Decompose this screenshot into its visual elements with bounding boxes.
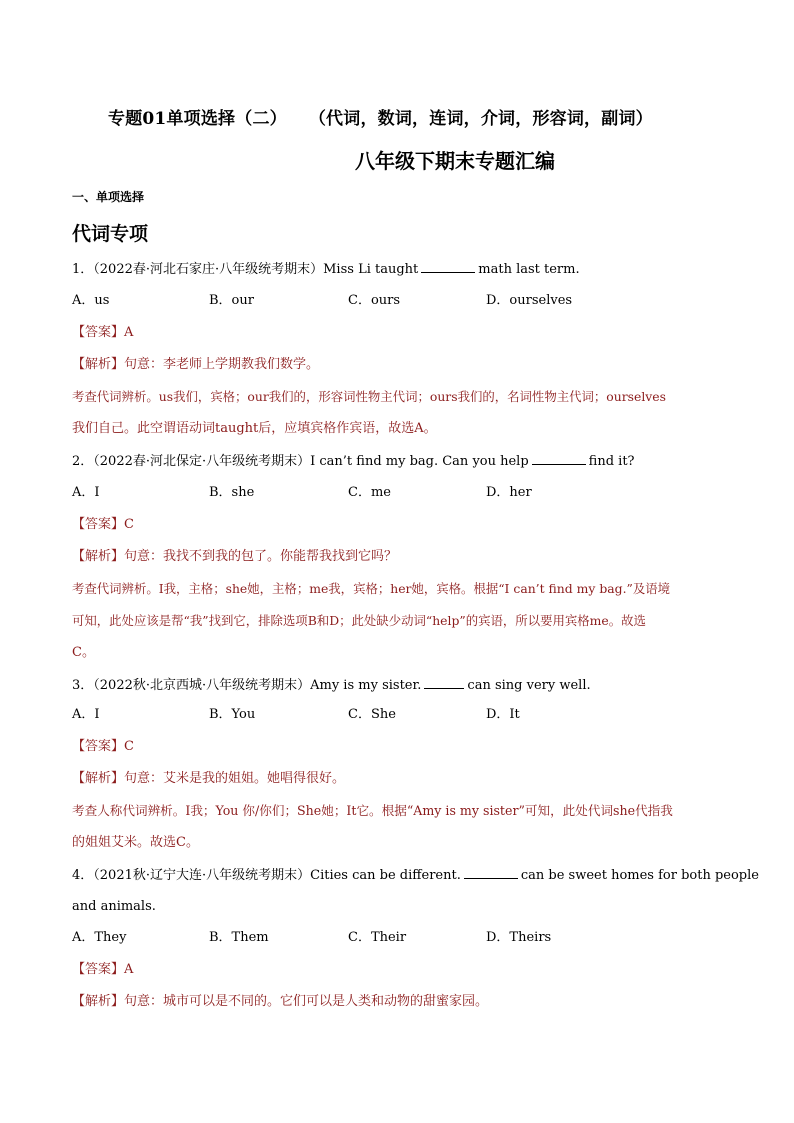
question-4-option-d: D．Theirs [486, 930, 552, 945]
question-2-analysis: 【解析】句意：我找不到我的包了。你能帮我找到它吗？ [72, 549, 398, 564]
question-2-analysis-line: 考查代词辨析。I我，主格；she她，主格；me我，宾格；her她，宾格。根据“I can’t find my bag.”及语境 [72, 581, 671, 596]
question-1-option-b: B．our [209, 293, 254, 308]
question-1-analysis-line: 我们自己。此空谓语动词taught后，应填宾格作宾语，故选A。 [72, 421, 437, 436]
question-2-option-d: D．her [486, 485, 532, 500]
title-topics: （代词，数词，连词，介词，形容词，副词） [308, 109, 653, 129]
question-3-option-d: D．It [486, 707, 520, 722]
title-main: 专题01单项选择（二） [108, 109, 287, 129]
question-4-answer: 【答案】A [72, 962, 134, 977]
question-1-stem: 1．（2022春·河北石家庄·八年级统考期末）Miss Li taught math last term. [72, 262, 580, 277]
answer-blank [464, 866, 518, 879]
question-3-stem: 3．（2022秋·北京西城·八年级统考期末）Amy is my sister. can sing very well. [72, 678, 591, 693]
question-3-analysis-line: 考查人称代词辨析。I我；You 你/你们；She她；It它。根据“Amy is my sister”可知，此处代词she代指我 [72, 803, 673, 818]
question-1-option-a: A．us [72, 293, 110, 308]
question-2-option-a: A．I [72, 485, 100, 500]
answer-blank [424, 676, 464, 689]
question-4-option-b: B．Them [209, 930, 269, 945]
question-4-analysis: 【解析】句意：城市可以是不同的。它们可以是人类和动物的甜蜜家园。 [72, 994, 489, 1009]
question-2-stem: 2．（2022春·河北保定·八年级统考期末）I can’t find my bag. Can you help find it? [72, 454, 635, 469]
answer-blank [421, 260, 475, 273]
question-4-option-a: A．They [72, 930, 127, 945]
question-3-analysis: 【解析】句意：艾米是我的姐姐。她唱得很好。 [72, 771, 346, 786]
question-1-option-d: D．ourselves [486, 293, 573, 308]
question-3-option-a: A．I [72, 707, 100, 722]
answer-blank [532, 452, 586, 465]
question-4-option-c: C．Their [348, 930, 407, 945]
question-1-option-c: C．ours [348, 293, 401, 308]
question-3-analysis-line: 的姐姐艾米。故选C。 [72, 835, 199, 850]
question-3-option-c: C．She [348, 707, 396, 722]
question-2-option-b: B．she [209, 485, 255, 500]
question-4-stem: 4．（2021秋·辽宁大连·八年级统考期末）Cities can be different. can be sweet homes for both people [72, 868, 759, 883]
question-1-analysis: 【解析】句意：李老师上学期教我们数学。 [72, 357, 320, 372]
document-title [108, 104, 653, 129]
question-1-answer: 【答案】A [72, 325, 134, 340]
section-heading: 一、单项选择 [72, 190, 145, 204]
question-2-analysis-line: C。 [72, 645, 95, 660]
question-3-option-b: B．You [209, 707, 256, 722]
document-subtitle: 八年级下期末专题汇编 [355, 149, 555, 173]
question-2-analysis-line: 可知，此处应该是帮“我”找到它，排除选项B和D；此处缺少动词“help”的宾语，所以要用宾格me。故选 [72, 613, 646, 628]
subsection-heading: 代词专项 [72, 223, 149, 245]
question-2-option-c: C．me [348, 485, 391, 500]
question-2-answer: 【答案】C [72, 517, 134, 532]
question-1-analysis-line: 考查代词辨析。us我们，宾格；our我们的，形容词性物主代词；ours我们的，名词性物主代词；ourselves [72, 389, 666, 404]
question-4-stem-continued: and animals. [72, 899, 156, 914]
question-3-answer: 【答案】C [72, 739, 134, 754]
